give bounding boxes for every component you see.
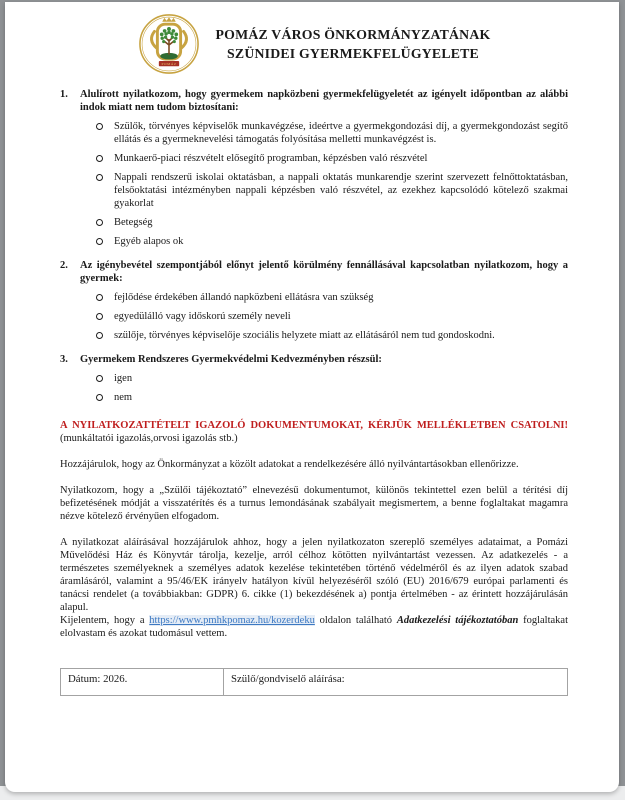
document-title bbox=[216, 25, 491, 63]
privacy-statement-suffix: foglaltakat elolvastam és azokat tudomásul vettem. bbox=[60, 615, 568, 639]
radio-option-no[interactable] bbox=[96, 391, 568, 404]
date-cell: Dátum: 2026. bbox=[61, 669, 224, 696]
section-2-heading bbox=[60, 259, 568, 285]
section-heading-text: Alulírott nyilatkozom, hogy gyermekem napközbeni gyermekfelügyeletét az igényelt időpontban az alábbi indok miatt nem tudom biztosítani: bbox=[80, 89, 568, 113]
title-line-1: POMÁZ VÁROS ÖNKORMÁNYZATÁNAK bbox=[215, 27, 491, 42]
section-number: 3. bbox=[60, 354, 68, 365]
section-3-heading bbox=[60, 353, 568, 366]
title-line-2: SZÜNIDEI GYERMEKFELÜGYELETE bbox=[227, 46, 479, 61]
radio-icon[interactable] bbox=[96, 332, 103, 339]
radio-option-education[interactable] bbox=[96, 171, 568, 210]
radio-option-other[interactable] bbox=[96, 235, 568, 248]
radio-option-label: Nappali rendszerű iskolai oktatásban, a nappali oktatás munkarendje szerint szervezett felnőttoktatásban, felsőoktatási intézményben nappali képzésben való részvétel, az ezekhez kapcsolódó kötelező szakmai gyakorlat bbox=[114, 172, 568, 209]
radio-option-label: fejlődése érdekében állandó napközbeni ellátásra van szükség bbox=[114, 292, 374, 303]
radio-icon[interactable] bbox=[96, 238, 103, 245]
banner-text: POMÁZ bbox=[161, 62, 177, 67]
radio-option-labor-program[interactable] bbox=[96, 152, 568, 165]
section-number: 1. bbox=[60, 89, 68, 100]
radio-icon[interactable] bbox=[96, 294, 103, 301]
radio-option-social-situation[interactable] bbox=[96, 329, 568, 342]
radio-icon[interactable] bbox=[96, 394, 103, 401]
signature-cell: Szülő/gondviselő aláírása: bbox=[224, 669, 568, 696]
section-2 bbox=[60, 259, 568, 342]
attachment-notice-examples: (munkáltatói igazolás,orvosi igazolás stb.) bbox=[60, 433, 238, 444]
radio-option-label: Szülők, törvényes képviselők munkavégzése, ideértve a gyermekgondozási díj, a gyermekgondozást segítő ellátás és a gyermeknevelési támogatás folyósítása melletti munkavégzést is. bbox=[114, 121, 568, 145]
radio-option-label: Betegség bbox=[114, 217, 153, 228]
section-number: 2. bbox=[60, 260, 68, 271]
attachment-notice-emphasis: A NYILATKOZATTÉTELT IGAZOLÓ DOKUMENTUMOKAT, KÉRJÜK MELLÉKLETBEN CSATOLNI! bbox=[60, 420, 568, 431]
section-heading-text: Gyermekem Rendszeres Gyermekvédelmi Kedvezményben részsül: bbox=[80, 354, 382, 365]
signature-table bbox=[60, 668, 568, 696]
radio-icon[interactable] bbox=[96, 174, 103, 181]
section-1 bbox=[60, 88, 568, 248]
section-3 bbox=[60, 353, 568, 404]
privacy-policy-title: Adatkezelési tájékoztatóban bbox=[396, 615, 519, 626]
section-1-heading bbox=[60, 88, 568, 114]
radio-icon[interactable] bbox=[96, 219, 103, 226]
radio-option-illness[interactable] bbox=[96, 216, 568, 229]
privacy-policy-link[interactable]: https://www.pmhkpomaz.hu/kozerdeku bbox=[149, 615, 315, 626]
header bbox=[60, 13, 568, 75]
document-page bbox=[5, 2, 619, 792]
radio-option-development[interactable] bbox=[96, 291, 568, 304]
radio-option-label: Egyéb alapos ok bbox=[114, 236, 184, 247]
attachment-notice bbox=[60, 419, 568, 445]
radio-option-label: szülője, törvényes képviselője szociális helyzete miatt az ellátásáról nem tud gondoskodni. bbox=[114, 330, 495, 341]
radio-icon[interactable] bbox=[96, 313, 103, 320]
radio-option-label: nem bbox=[114, 392, 133, 403]
consent-verification-paragraph: Hozzájárulok, hogy az Önkormányzat a közölt adatokat a rendelkezésére álló nyilvántartásokban ellenőrizze. bbox=[60, 459, 519, 470]
gdpr-paragraph: A nyilatkozat aláírásával hozzájárulok ahhoz, hogy a jelen nyilatkozaton szereplő személyes adataimat, a Pomázi Művelődési Ház és Könyvtár tárolja, kezelje, arról célhoz kötötten nyilvántartást vezessen. Az adatkezelés - a természetes személyeknek a személyes adatok kezelése tekintetében történő védelméről és az ilyen adatok szabad áramlásáról, valamint a 95/46/EK irányelv hatályon kívül helyezéséről szóló (EU) 2016/679 európai parlamenti és tanácsi rendelet (a továbbiakban: GDPR) 6. cikke (1) bekezdésének a) pontja értelmében - az érintett hozzájárulásán alapul. bbox=[60, 537, 568, 613]
radio-icon[interactable] bbox=[96, 123, 103, 130]
privacy-statement-prefix: Kijelentem, hogy a bbox=[60, 615, 150, 626]
privacy-statement-mid: oldalon található bbox=[314, 615, 397, 626]
radio-option-label: igen bbox=[114, 373, 133, 384]
pomaz-crest-logo bbox=[138, 13, 200, 75]
privacy-statement-paragraph bbox=[60, 614, 568, 640]
radio-option-yes[interactable] bbox=[96, 372, 568, 385]
radio-option-work[interactable] bbox=[96, 120, 568, 146]
radio-icon[interactable] bbox=[96, 375, 103, 382]
radio-option-single-parent[interactable] bbox=[96, 310, 568, 323]
section-heading-text: Az igénybevétel szempontjából előnyt jelentő körülmény fennállásával kapcsolatban nyilatkozom, hogy a gyermek: bbox=[80, 260, 568, 284]
parent-info-paragraph: Nyilatkozom, hogy a „Szülői tájékoztató” elnevezésű dokumentumot, különös tekintettel ezen belül a térítési díj befizetésének módját a visszatérítés és a turnus lemondásának szabályait megismertem, a benne foglaltakat magamra nézve kötelező érvényűen elfogadom. bbox=[60, 485, 568, 522]
table-row bbox=[61, 669, 568, 696]
radio-icon[interactable] bbox=[96, 155, 103, 162]
radio-option-label: egyedülálló vagy időskorú személy neveli bbox=[114, 311, 291, 322]
radio-option-label: Munkaerő-piaci részvételt elősegítő programban, képzésben való részvétel bbox=[114, 153, 428, 164]
